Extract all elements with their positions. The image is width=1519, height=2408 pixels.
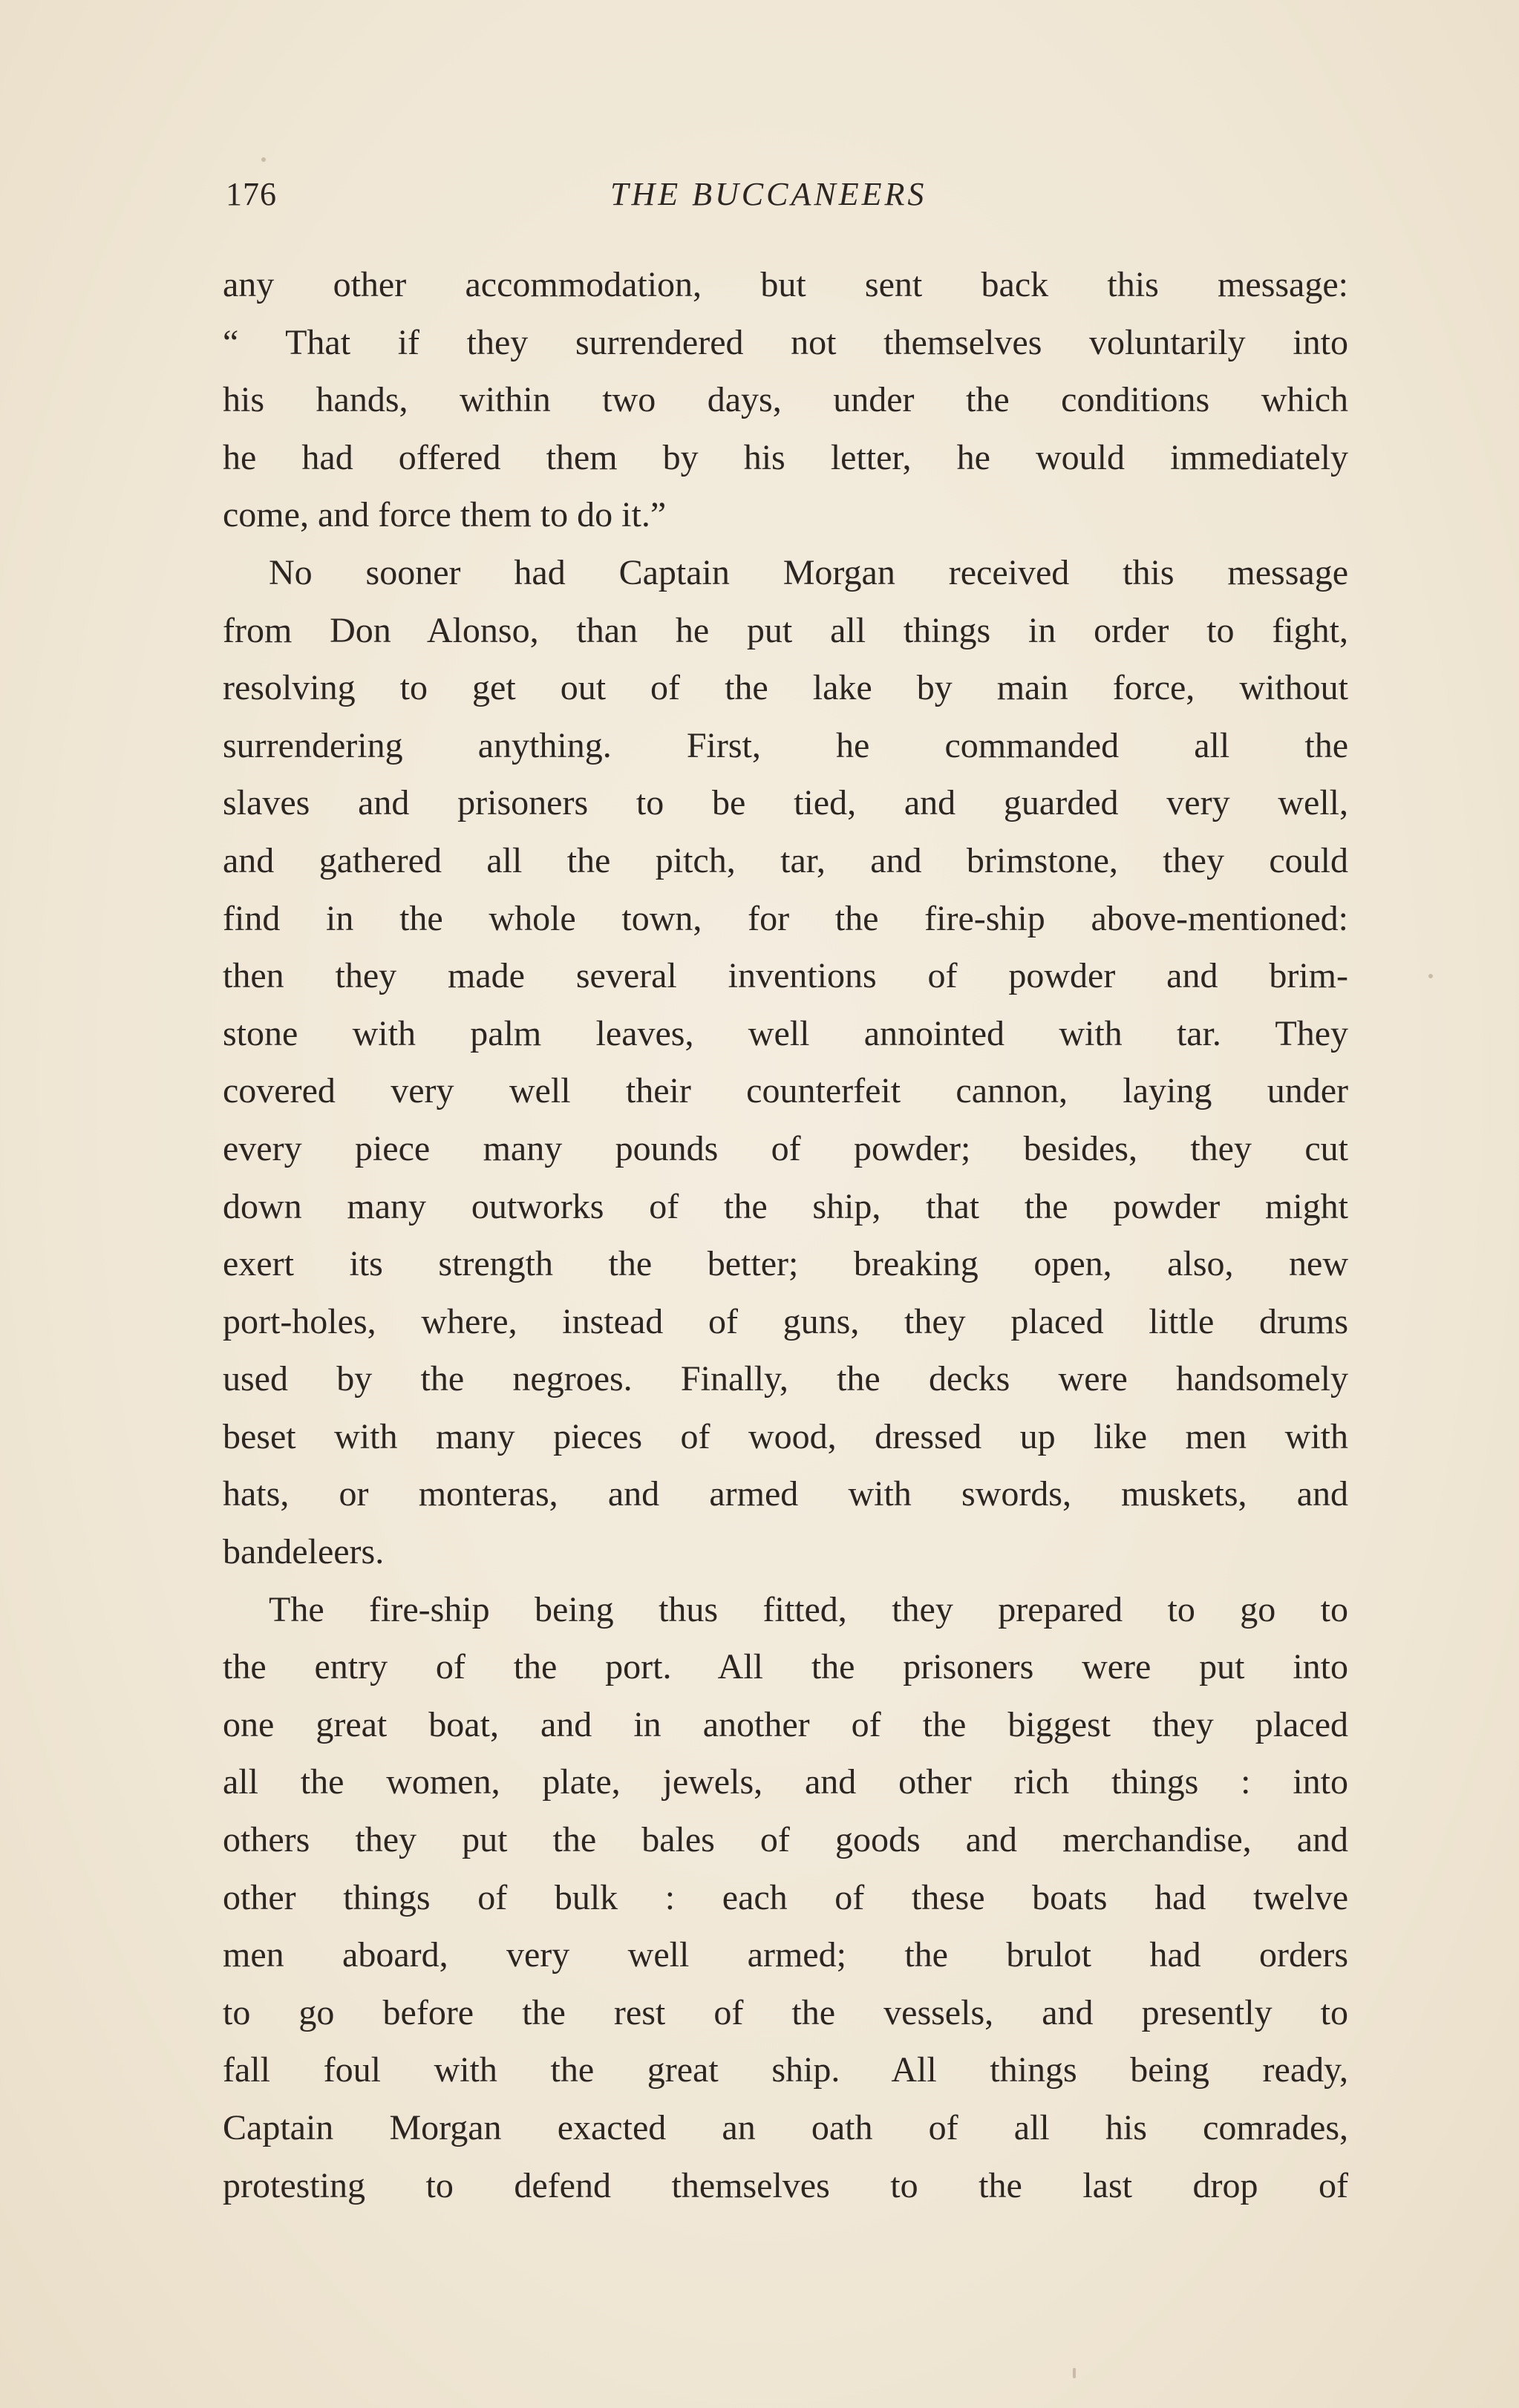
text-line: then they made several inventions of powder and brim- <box>223 956 1348 996</box>
text-line-paragraph-start: The fire-ship being thus fitted, they prepared to go to <box>269 1589 1348 1629</box>
text-line: resolving to get out of the lake by main force, without <box>223 668 1348 708</box>
running-title: THE BUCCANEERS <box>610 176 927 212</box>
text-line: stone with palm leaves, well annointed with tar. They <box>223 1013 1348 1053</box>
text-line: the entry of the port. All the prisoners were put into <box>223 1647 1348 1687</box>
text-line: every piece many pounds of powder; besides, they cut <box>223 1128 1348 1168</box>
text-line: protesting to defend themselves to the last drop of <box>223 2165 1348 2205</box>
text-line: port-holes, where, instead of guns, they placed little drums <box>223 1301 1348 1341</box>
paper-speck <box>1073 2368 1076 2378</box>
text-line: down many outworks of the ship, that the powder might <box>223 1186 1348 1226</box>
paper-speck <box>1428 974 1433 978</box>
text-line: and gathered all the pitch, tar, and brimstone, they could <box>223 840 1348 880</box>
text-line: beset with many pieces of wood, dressed up like men with <box>223 1416 1348 1456</box>
body-text <box>223 256 1348 2214</box>
page-number: 176 <box>226 176 277 212</box>
text-line: slaves and prisoners to be tied, and guarded very well, <box>223 783 1348 823</box>
paper-speck <box>261 157 266 162</box>
text-line: fall foul with the great ship. All things being ready, <box>223 2050 1348 2090</box>
text-line: men aboard, very well armed; the brulot had orders <box>223 1935 1348 1975</box>
text-line-paragraph-end: bandeleers. <box>223 1532 385 1572</box>
text-line: find in the whole town, for the fire-ship above-mentioned: <box>223 898 1348 938</box>
text-line: “ That if they surrendered not themselves voluntarily into <box>223 322 1348 362</box>
text-line: other things of bulk : each of these boats had twelve <box>223 1877 1348 1917</box>
text-line: surrendering anything. First, he commanded all the <box>223 725 1348 765</box>
text-line: used by the negroes. Finally, the decks were handsomely <box>223 1359 1348 1399</box>
text-line: he had offered them by his letter, he would immediately <box>223 437 1348 477</box>
text-line: Captain Morgan exacted an oath of all his comrades, <box>223 2108 1348 2147</box>
text-line-paragraph-start: No sooner had Captain Morgan received this message <box>269 552 1348 592</box>
running-head <box>226 172 1347 217</box>
text-line: any other accommodation, but sent back this message: <box>223 265 1348 304</box>
text-line: to go before the rest of the vessels, and presently to <box>223 1992 1348 2032</box>
text-line: all the women, plate, jewels, and other rich things : into <box>223 1762 1348 1802</box>
text-line: one great boat, and in another of the biggest they placed <box>223 1704 1348 1744</box>
text-line: covered very well their counterfeit cannon, laying under <box>223 1071 1348 1111</box>
text-line: exert its strength the better; breaking open, also, new <box>223 1244 1348 1284</box>
text-line: hats, or monteras, and armed with swords, muskets, and <box>223 1474 1348 1514</box>
text-line: from Don Alonso, than he put all things in order to fight, <box>223 610 1348 650</box>
text-line: his hands, within two days, under the conditions which <box>223 380 1348 420</box>
text-line: others they put the bales of goods and merchandise, and <box>223 1820 1348 1860</box>
text-line-paragraph-end: come, and force them to do it.” <box>223 495 667 535</box>
